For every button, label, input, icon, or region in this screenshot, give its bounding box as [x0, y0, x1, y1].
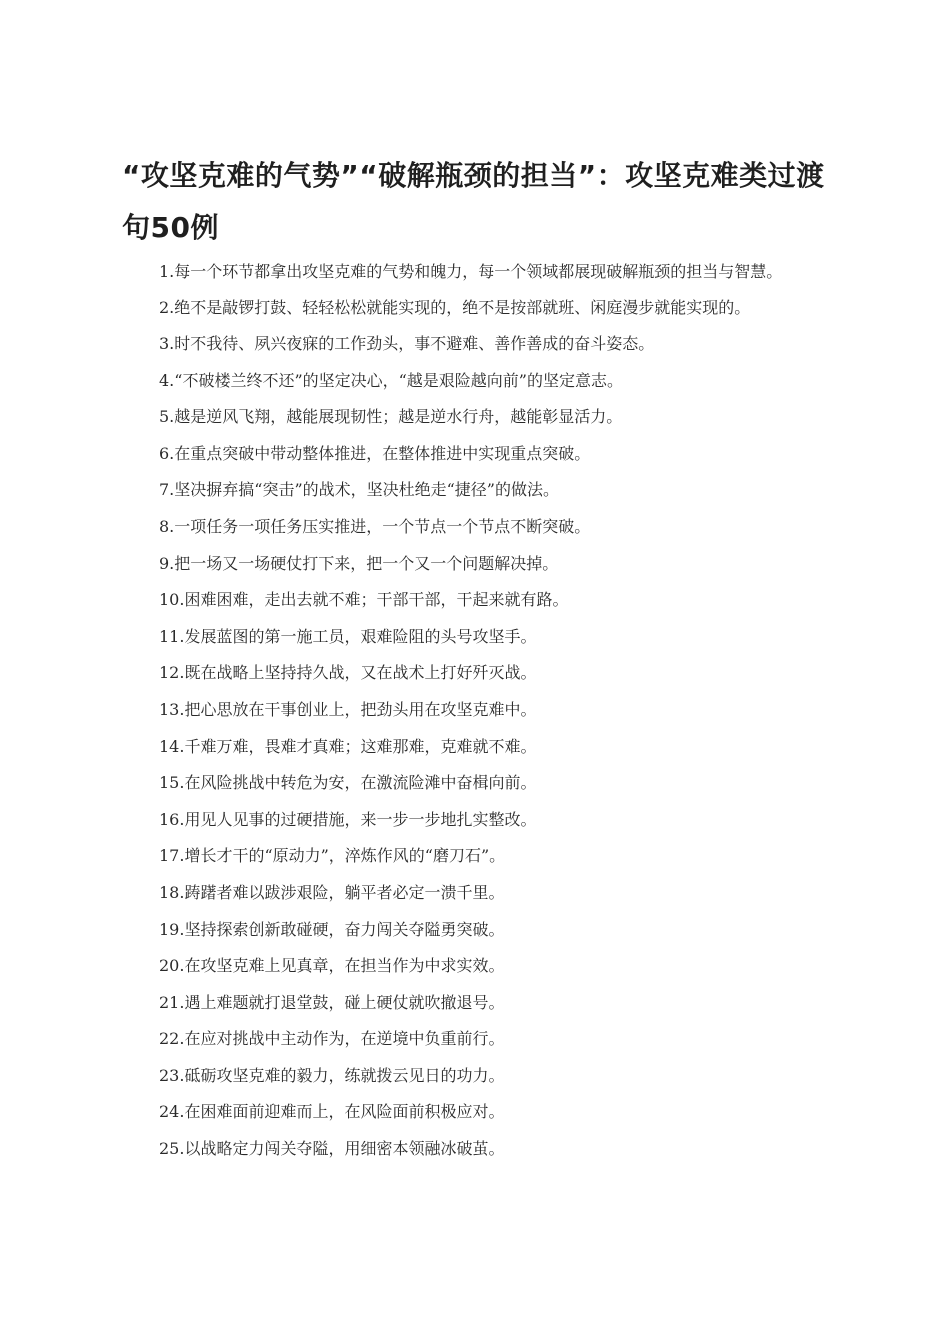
list-item: 20.在攻坚克难上见真章，在担当作为中求实效。: [159, 956, 505, 976]
sentence-list: [122, 259, 837, 1173]
list-item: 16.用见人见事的过硬措施，来一步一步地扎实整改。: [159, 809, 537, 829]
list-item: 8.一项任务一项任务压实推进，一个节点一个节点不断突破。: [159, 516, 591, 536]
list-item: 6.在重点突破中带动整体推进，在整体推进中实现重点突破。: [159, 443, 591, 463]
list-item: 21.遇上难题就打退堂鼓，碰上硬仗就吹撤退号。: [159, 992, 505, 1012]
list-item: 25.以战略定力闯关夺隘，用细密本领融冰破茧。: [159, 1139, 505, 1159]
list-item: 12.既在战略上坚持持久战，又在战术上打好歼灭战。: [159, 663, 537, 683]
list-item: 19.坚持探索创新敢碰硬，奋力闯关夺隘勇突破。: [159, 919, 505, 939]
list-item: 3.时不我待、夙兴夜寐的工作劲头，事不避难、善作善成的奋斗姿态。: [159, 334, 655, 353]
list-item: 14.千难万难，畏难才真难；这难那难，克难就不难。: [159, 736, 537, 756]
list-item: 23.砥砺攻坚克难的毅力，练就拨云见日的功力。: [159, 1065, 505, 1085]
list-item: 15.在风险挑战中转危为安，在激流险滩中奋楫向前。: [159, 773, 537, 793]
list-item: 5.越是逆风飞翔，越能展现韧性；越是逆水行舟，越能彰显活力。: [159, 407, 623, 427]
list-item: 22.在应对挑战中主动作为，在逆境中负重前行。: [159, 1029, 505, 1049]
list-item: 11.发展蓝图的第一施工员，艰难险阻的头号攻坚手。: [159, 626, 537, 646]
list-item: 13.把心思放在干事创业上，把劲头用在攻坚克难中。: [159, 699, 537, 719]
list-item: 17.增长才干的“原动力”，淬炼作风的“磨刀石”。: [159, 846, 506, 866]
list-item: 18.踌躇者难以跋涉艰险，躺平者必定一溃千里。: [159, 882, 505, 902]
list-item: 9.把一场又一场硬仗打下来，把一个又一个问题解决掉。: [159, 553, 559, 573]
page-title: “攻坚克难的气势”“破解瓶颈的担当”：攻坚克难类过渡句50例: [122, 159, 825, 244]
list-item: 4.“不破楼兰终不还”的坚定决心，“越是艰险越向前”的坚定意志。: [159, 370, 623, 390]
list-item: 10.困难困难，走出去就不难；干部干部，干起来就有路。: [159, 590, 569, 610]
list-item: 2.绝不是敲锣打鼓、轻轻松松就能实现的，绝不是按部就班、闲庭漫步就能实现的。: [159, 298, 751, 317]
list-item: 1.每一个环节都拿出攻坚克难的气势和魄力，每一个领域都展现破解瓶颈的担当与智慧。: [159, 262, 783, 281]
list-item: 7.坚决摒弃搞“突击”的战术，坚决杜绝走“捷径”的做法。: [159, 480, 559, 500]
list-item: 24.在困难面前迎难而上，在风险面前积极应对。: [159, 1102, 505, 1122]
